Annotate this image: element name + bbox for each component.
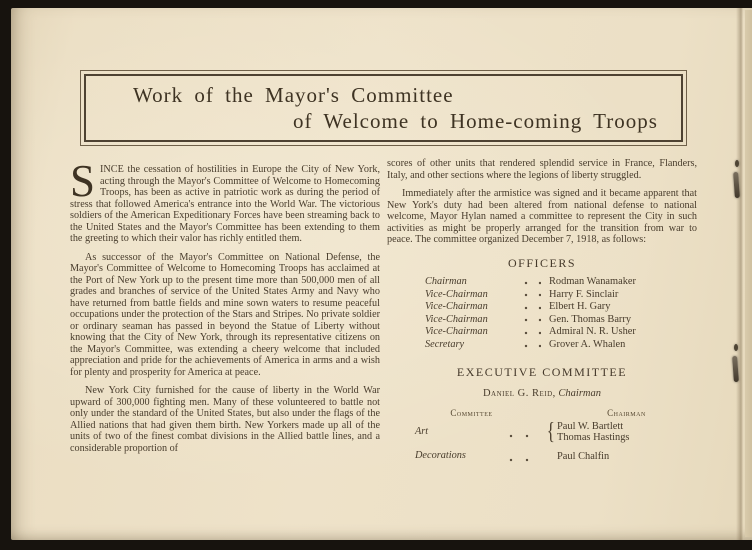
brace-glyph: { — [547, 419, 556, 446]
officer-role: Chairman — [425, 276, 467, 288]
leader-dots — [503, 431, 541, 440]
committee-chairmen — [557, 451, 697, 462]
chairman-name: Paul Chalfin — [557, 450, 610, 462]
paragraph-5: Immediately after the armistice was signed and it became apparent that New York's duty had been altered from national defense to national welcome, Mayor Hylan named a committee to represent the City in such activities as might be properly arranged for the transition from war to peace. The committee organized December 7, 1918, as follows: — [387, 188, 697, 245]
officer-role: Vice-Chairman — [425, 288, 488, 300]
officer-role: Vice-Chairman — [425, 301, 488, 313]
officer-name: Gen. Thomas Barry — [549, 313, 632, 325]
scan-background-left — [0, 0, 11, 550]
title-box-outer-border — [80, 70, 687, 146]
left-text-column — [70, 156, 380, 461]
officer-name: Elbert H. Gary — [549, 301, 611, 313]
officer-row — [425, 300, 697, 313]
officer-role: Secretary — [425, 339, 465, 351]
leader-dots — [519, 315, 541, 324]
officer-name: Harry F. Sinclair — [549, 288, 619, 300]
chairman-name: Thomas Hastings — [557, 432, 630, 444]
right-text-column — [387, 158, 697, 469]
scanned-page — [11, 8, 752, 540]
page-title-line1: Work of the Mayor's Committee — [133, 83, 454, 107]
officer-role: Vice-Chairman — [425, 313, 488, 325]
scan-background-bottom — [0, 540, 752, 550]
leader-dots — [519, 341, 541, 350]
officer-row — [425, 313, 697, 326]
page-fold-shadow — [736, 8, 745, 540]
drop-cap: S — [70, 156, 96, 206]
page-title-line2: of Welcome to Home-coming Troops — [293, 109, 658, 133]
executive-committee-heading: EXECUTIVE COMMITTEE — [456, 364, 628, 379]
officer-name: Rodman Wanamaker — [549, 276, 636, 288]
officer-row — [425, 288, 697, 301]
chairman-column-header: Chairman — [607, 407, 646, 418]
executive-chairman-title: Chairman — [558, 388, 602, 400]
paragraph-4: scores of other units that rendered splendid service in France, Flanders, Italy, and other sections where the legions of liberty struggled. — [387, 158, 697, 181]
committee-table-headers — [387, 408, 697, 420]
committee-row-art — [387, 419, 697, 446]
chairman-name: Paul W. Bartlett — [557, 421, 624, 433]
officer-name: Admiral N. R. Usher — [549, 326, 636, 338]
title-box-inner-border — [84, 74, 683, 142]
officers-list — [425, 275, 697, 351]
officer-row — [425, 325, 697, 338]
committee-column-header: Committee — [450, 407, 493, 418]
paragraph-1-text: INCE the cessation of hostilities in Europe the City of New York, acting through the Mayor's Committee of Welcome to Homecoming Troops, has been as active in patriotic work as during the period of stress that followed America's entrance into the World War. The victorious soldiers of the American Expeditionary Forces have been streaming back to the United States and the Mayor's Committee has been extending to them the greeting to which their valor has richly entitled them. — [70, 164, 380, 244]
paragraph-3: New York City furnished for the cause of liberty in the World War upward of 300,000 fighting men. Many of these volunteered to battle not only under the standard of the United States, but also under the flags of the Allied nations that had given them birth. New Yorkers made up all of the units of two of the finest combat divisions in the Allied battle lines, and a considerable proportion of — [70, 385, 380, 454]
committee-chairmen — [557, 421, 697, 443]
leader-dots — [519, 328, 541, 337]
leader-dots — [503, 455, 541, 464]
paragraph-2: As successor of the Mayor's Committee on National Defense, the Mayor's Committee of Welcome to Homecoming Troops has acclaimed at the Port of New York up to the present time more than 500,000 men of all grades and branches of service of the United States Army and Navy who have returned from battle fields and mine sown waters to resume peaceful occupations under the protection of the Stars and Stripes. No private soldier or ordinary seaman has passed in beyond the Statue of Liberty without knowing that the City of New York, through its representative citizens on the Mayor's Committee, was extending a cheery welcome that included appreciation and pride for the achievements of America in arms and a wish for plenty and prosperity for America at peace. — [70, 251, 380, 378]
paragraph-1 — [70, 156, 380, 245]
officer-role: Vice-Chairman — [425, 326, 488, 338]
leader-dots — [519, 290, 541, 299]
under-page-edge — [745, 10, 752, 537]
executive-chairman-name: Daniel G. Reid, — [482, 388, 556, 400]
officer-row — [425, 338, 697, 351]
committee-name: Decorations — [415, 450, 466, 462]
committee-name: Art — [415, 426, 429, 438]
leader-dots — [519, 278, 541, 287]
officer-name: Grover A. Whalen — [549, 339, 626, 351]
executive-chairman-line — [387, 388, 697, 400]
scan-background-top — [0, 0, 752, 8]
officer-row — [425, 275, 697, 288]
committee-row-decorations — [387, 445, 697, 467]
leader-dots — [519, 303, 541, 312]
officers-heading: OFFICERS — [507, 255, 577, 270]
